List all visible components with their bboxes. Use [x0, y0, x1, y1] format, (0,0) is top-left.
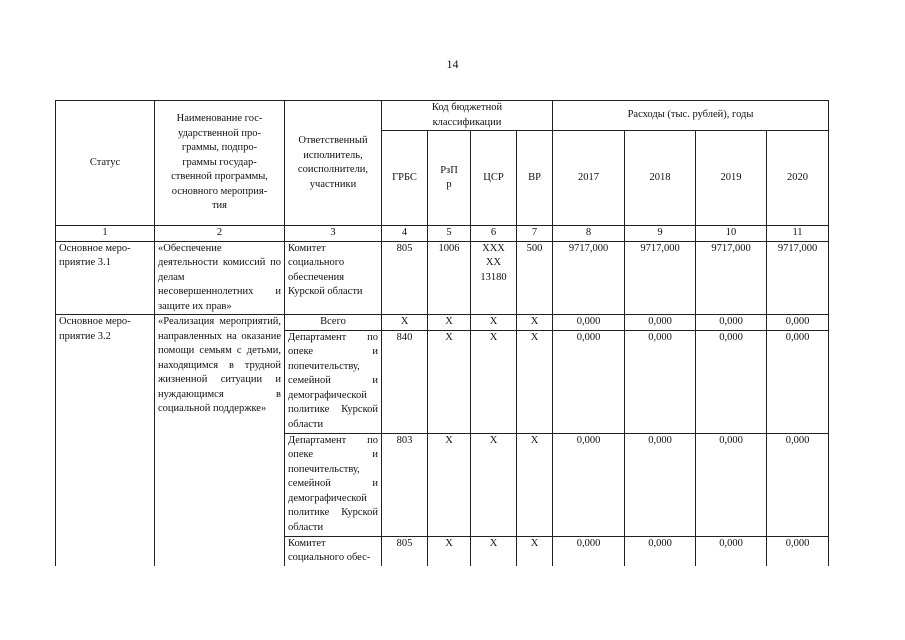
table-row — [56, 241, 829, 315]
column-number: 1 — [56, 226, 155, 242]
header-year: 2018 — [625, 131, 696, 226]
row-responsible: Комитет социального обеспечения Курской области — [285, 241, 382, 315]
row-responsible: Департамент по опеке и попечительству, семейной и демографической политике Курской области — [285, 330, 382, 433]
row-vr: X — [517, 536, 553, 566]
page-number: 14 — [446, 57, 459, 71]
row-value: 9717,000 — [696, 241, 767, 315]
row-grbs: 840 — [382, 330, 428, 433]
row-status: Основное меро- приятие 3.2 — [56, 315, 155, 566]
row-value: 0,000 — [625, 433, 696, 536]
row-value: 0,000 — [767, 433, 829, 536]
row-csr: X — [471, 536, 517, 566]
header-status: Статус — [56, 101, 155, 226]
row-value: 0,000 — [696, 536, 767, 566]
row-vr: X — [517, 330, 553, 433]
column-number: 3 — [285, 226, 382, 242]
row-responsible: Всего — [285, 315, 382, 331]
row-value: 0,000 — [696, 315, 767, 331]
column-number: 5 — [428, 226, 471, 242]
row-csr: XXX XX 13180 — [471, 241, 517, 315]
row-value: 0,000 — [553, 536, 625, 566]
budget-table — [55, 100, 829, 566]
column-number-row — [56, 226, 829, 242]
column-number: 2 — [155, 226, 285, 242]
row-vr: X — [517, 315, 553, 331]
row-value: 0,000 — [625, 536, 696, 566]
header-budget-code: Код бюджетной классификации — [382, 101, 553, 131]
row-value: 0,000 — [767, 330, 829, 433]
header-year: 2017 — [553, 131, 625, 226]
row-value: 0,000 — [553, 330, 625, 433]
header-program-name: Наименование гос- ударственной про- граммы, подпро- граммы государ- ственной программы, основного мероприя- тия — [155, 101, 285, 226]
row-rzpr: X — [428, 536, 471, 566]
header-grbs: ГРБС — [382, 131, 428, 226]
column-number: 4 — [382, 226, 428, 242]
row-csr: X — [471, 315, 517, 331]
column-number: 7 — [517, 226, 553, 242]
row-program-name: «Реализация мероприятий, направленных на оказание помощи семьям с детьми, находящимся в трудной жизненной ситуации и нуждающимся в социальной поддержке» — [155, 315, 285, 566]
header-vr: ВР — [517, 131, 553, 226]
row-csr: X — [471, 433, 517, 536]
row-rzpr: 1006 — [428, 241, 471, 315]
row-value: 0,000 — [553, 433, 625, 536]
row-responsible: Департамент по опеке и попечительству, семейной и демографической политике Курской области — [285, 433, 382, 536]
row-value: 9717,000 — [767, 241, 829, 315]
row-value: 0,000 — [767, 536, 829, 566]
header-year: 2019 — [696, 131, 767, 226]
row-status: Основное меро- приятие 3.1 — [56, 241, 155, 315]
column-number: 8 — [553, 226, 625, 242]
row-rzpr: X — [428, 315, 471, 331]
row-responsible: Комитет социального обес- — [285, 536, 382, 566]
row-program-name: «Обеспечение деятельности комиссий по делам несовершеннолетних и защите их прав» — [155, 241, 285, 315]
row-vr: X — [517, 433, 553, 536]
column-number: 9 — [625, 226, 696, 242]
row-vr: 500 — [517, 241, 553, 315]
column-number: 11 — [767, 226, 829, 242]
row-value: 9717,000 — [625, 241, 696, 315]
header-csr: ЦСР — [471, 131, 517, 226]
row-grbs: 803 — [382, 433, 428, 536]
row-value: 0,000 — [696, 330, 767, 433]
row-value: 0,000 — [553, 315, 625, 331]
row-grbs: 805 — [382, 241, 428, 315]
header-year: 2020 — [767, 131, 829, 226]
row-value: 0,000 — [696, 433, 767, 536]
header-rzpr: РзП р — [428, 131, 471, 226]
row-csr: X — [471, 330, 517, 433]
column-number: 10 — [696, 226, 767, 242]
header-responsible: Ответственный исполнитель, соисполнители, участники — [285, 101, 382, 226]
row-value: 0,000 — [625, 315, 696, 331]
table-row — [56, 315, 829, 331]
row-rzpr: X — [428, 330, 471, 433]
row-rzpr: X — [428, 433, 471, 536]
header-expenses: Расходы (тыс. рублей), годы — [553, 101, 829, 131]
row-grbs: 805 — [382, 536, 428, 566]
column-number: 6 — [471, 226, 517, 242]
row-value: 9717,000 — [553, 241, 625, 315]
row-value: 0,000 — [625, 330, 696, 433]
row-grbs: X — [382, 315, 428, 331]
row-value: 0,000 — [767, 315, 829, 331]
